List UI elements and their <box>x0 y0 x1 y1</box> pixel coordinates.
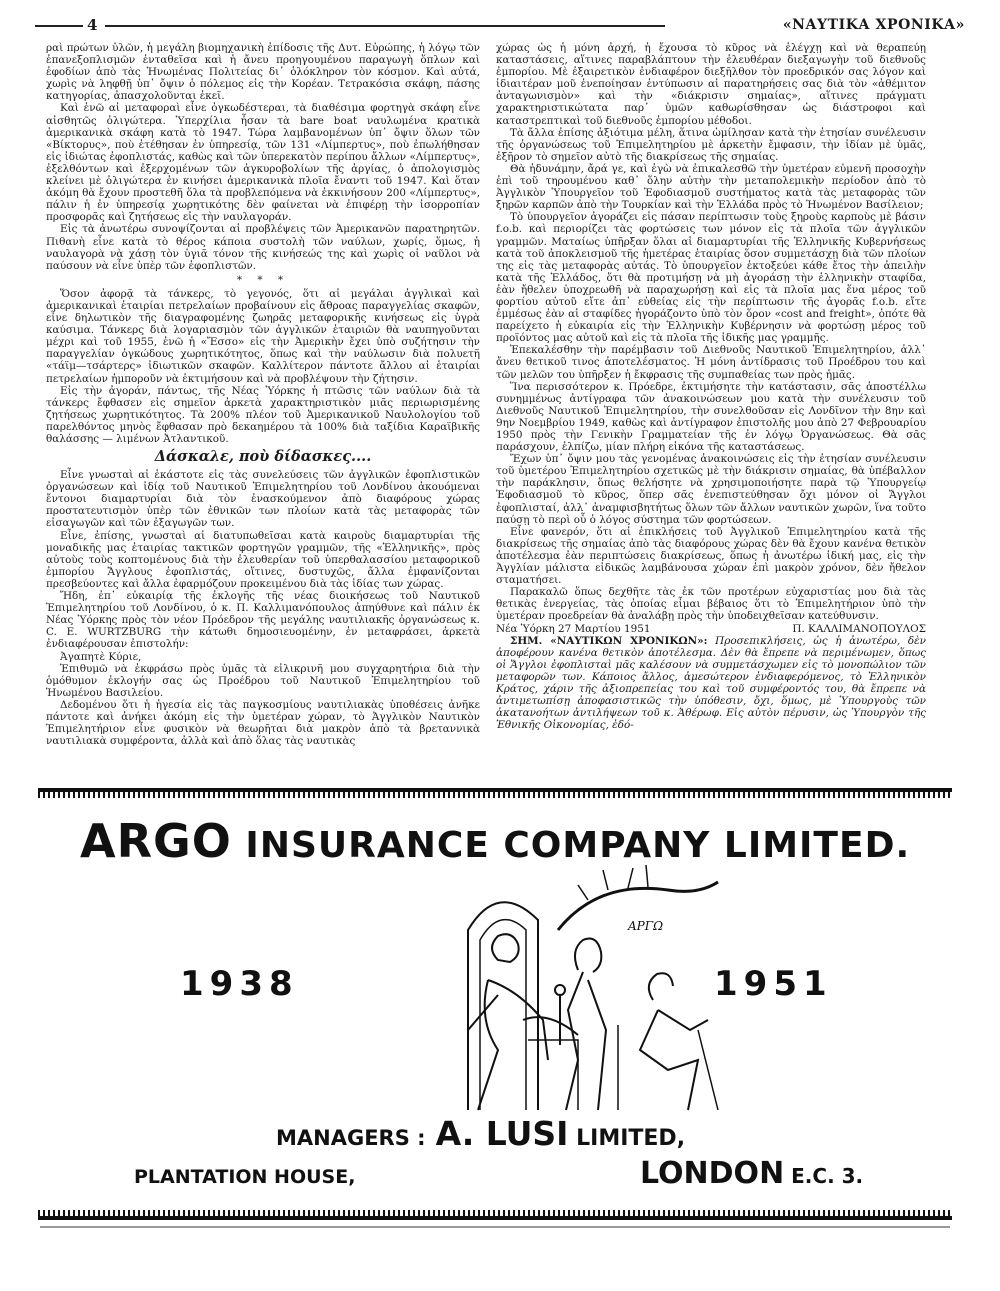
paragraph: ραὶ πρώτων ὑλῶν, ἡ μεγάλη βιομηχανικὴ ἐπίδοσις τῆς Δυτ. Εὐρώπης, ἡ λόγῳ τῶν ἐπανεξοπλισμῶν ἐνταθεῖσα καὶ ἡ ἄνευ προηγουμένου παραγωγὴ ὅπλων καὶ ἐφοδίων ἀπὸ τὰς Ἡνωμένας Πολιτείας δι᾿ ὁλόκληρον τὸν κόσμον. Καὶ αὐτά, χωρὶς νὰ ληφθῇ ὑπ᾿ ὄψιν ὁ πόλεμος εἰς τὴν Κορέαν. Τετρακόσια σκάφη, πάσης κατηγορίας, ἀπασχολοῦνται ἐκεῖ. <box>46 42 480 103</box>
signature-place-date: Νέα Ὑόρκη 27 Μαρτίου 1951 <box>496 622 651 635</box>
page-number: 4 <box>87 16 98 34</box>
illustration-caption: ΑΡΓΩ <box>628 919 664 933</box>
paragraph: Τὸ ὑπουργεῖον ἀγοράζει εἰς πάσαν περίπτωσιν τοὺς ξηροὺς καρποὺς μὲ βάσιν f.o.b. καὶ περιορίζει τὰς φορτώσεις των μόνον εἰς τὰ πλοῖα τῶν ἀγγλικῶν γραμμῶν. Ματαίως ὑπῆρξαν ὅλαι αἱ διαμαρτυρίαι τῆς Ἑλληνικῆς Κυβερνήσεως κατὰ τοῦ ἀποκλεισμοῦ τῆς ἡμετέρας ἑταιρίας ὅσον συμμετάσχῃ διὰ τῶν πλοίων της εἰς τὰς μεταφορὰς αὐτάς. Τὸ ὑπουργεῖον ἐκτοξεύει κάθε ἔτος τὴν ἀπειλὴν κατὰ τῆς Ἑλλάδος, ὅτι θὰ προτιμήσῃ νὰ μὴ ἀγοράσῃ τὴν ἑλληνικὴν σταφίδα, ἐὰν ἤθελεν ὑποχρεωθῆ νὰ παραχωρήσῃ καὶ εἰς τὰ πλοῖα μας ἕνα μέρος τοῦ φορτίου αὐτοῦ εἴτε ἀπ᾿ εὐθείας εἰς τὴν περίπτωσιν τῆς ἀγορᾶς f.o.b. εἴτε ἐμμέσως ἐὰν αἱ σταφίδες ἠγοράζοντο ὑπὸ τὸν ὅρον «cost and freight», ὁπότε θὰ παρείχετο ἡ εὐκαιρία εἰς τὴν Ἑλληνικὴν Κυβέρνησιν νὰ φορτώσῃ μέρος τοῦ προϊόντος μας αὐτοῦ καὶ εἰς τὰ πλοῖα τῆς ἰδικῆς μας γραμμῆς. <box>496 211 926 345</box>
address-city: LONDON <box>640 1156 785 1191</box>
paragraph: Ἤδη, ἐπ᾿ εὐκαιρίᾳ τῆς ἐκλογῆς τῆς νέας διοικήσεως τοῦ Ναυτικοῦ Ἐπιμελητηρίου τοῦ Λονδίνου, ὁ κ. Π. Καλλιμανόπουλος ἀπηύθυνε καὶ πάλιν ἐκ Νέας Ὑόρκης πρὸς τὸν νέον Πρόεδρον τῆς μεγάλης ναυτιλιακῆς ὀργανώσεως κ. C. E. WURTZBURG τὴν κάτωθι δημοσιευομένην, ἐν μεταφράσει, ἀρκετὰ ἐνδιαφέρουσαν ἐπιστολήν: <box>46 590 480 651</box>
page-header <box>35 16 965 36</box>
managers-line <box>276 1114 685 1153</box>
address-postcode: E.C. 3. <box>784 1164 864 1188</box>
insurance-advertisement <box>38 788 952 1220</box>
ad-title-rest: INSURANCE COMPANY LIMITED. <box>231 825 911 866</box>
editor-note <box>496 635 926 732</box>
paragraph: Τὰ ἄλλα ἐπίσης ἀξιότιμα μέλη, ἅτινα ὡμίλησαν κατὰ τὴν ἐτησίαν συνέλευσιν τῆς ὀργανώσεως τοῦ Ἐπιμελητηρίου μὲ ἀρκετὴν ἔμφασιν, τὴν ἰδίαν μὲ ὑμᾶς, ἐξῆρον τὸ σημεῖον αὐτὸ τῆς διακρίσεως τῆς σημαίας. <box>496 126 926 163</box>
address-city-line <box>640 1156 863 1191</box>
paragraph: Θὰ ἠδυνάμην, ἄρά γε, καὶ ἐγὼ νὰ ἐπικαλεσθῶ τὴν ὑμετέραν εὐμενῆ προσοχὴν ἐπὶ τοῦ τηρουμένου καθ᾿ ὅλην αὐτὴν τὴν μεταπολεμικὴν περίοδον ἀπὸ τὸ Ἀγγλικὸν Ὑπουργεῖον τοῦ Ἐφοδιασμοῦ συστήματος κατὰ τὰς μεταφορὰς τῶν ξηρῶν καρπῶν ἀπὸ τὴν Τουρκίαν καὶ τὴν Ἑλλάδα πρὸς τὸ Ἡνωμένον Βασίλειον; <box>496 162 926 212</box>
paragraph: Εἶνε, ἐπίσης, γνωσταὶ αἱ διατυπωθεῖσαι κατὰ καιροὺς διαμαρτυρίαι τῆς μοναδικῆς μας ἑταιρίας τακτικῶν φορτηγῶν γραμμῶν, τῆς «Ἑλληνικῆς», πρὸς αὐτοὺς τοὺς κοπτομένους διὰ τὴν ἐλευθερίαν τοῦ ὑπερθαλασσίου μεταφορικοῦ ἐμπορίου Ἄγγλους ἐφοπλιστάς, οἵτινες, δυστυχῶς, ἄλλα ἐμφανίζονται πρεσβεύοντες καὶ ἄλλα ἐφαρμόζουν προκειμένου διὰ τὰς ἰδίας των χώρας. <box>46 529 480 590</box>
paragraph: Δεδομένου ὅτι ἡ ἡγεσία εἰς τὰς παγκοσμίους ναυτιλιακὰς ὑποθέσεις ἀνῆκε πάντοτε καὶ ἀνήκει ἀκόμη εἰς τὴν ὑμετέραν χώραν, τὸ Ἀγγλικὸν Ναυτικὸν Ἐπιμελητήριον εἶνε φυσικὸν νὰ θεωρῆται διὰ μακρὸν ἀπὸ τὰ βρεταννικὰ ναυτιλιακὰ συμφέροντα, ἀλλὰ καὶ ἀπὸ ὅλας τὰς ναυτικὰς <box>46 698 480 748</box>
signature-name: Π. ΚΑΛΛΙΜΑΝΟΠΟΥΛΟΣ <box>792 622 926 635</box>
paragraph: Ἐπεκαλέσθην τὴν παρέμβασιν τοῦ Διεθνοῦς Ναυτικοῦ Ἐπιμελητηρίου, ἀλλ᾿ ἄνευ θετικοῦ τινος ἀποτελέσματος. Ἡ μόνη ἀντίδρασις τοῦ Προέδρου του καὶ τῶν μελῶν του ὑπῆρξεν ἡ ἔκφρασις τῆς συμπαθείας των πρὸς ἡμᾶς. <box>496 344 926 381</box>
section-separator: * * * <box>236 273 290 286</box>
managers-name: A. LUSI <box>435 1114 569 1153</box>
left-column <box>46 42 480 782</box>
right-column <box>496 42 926 782</box>
managers-suffix: LIMITED, <box>568 1126 686 1151</box>
paragraph: χώρας ὡς ἡ μόνη ἀρχή, ἡ ἔχουσα τὸ κῦρος νὰ ἐλέγχῃ καὶ νὰ θεραπεύῃ καταστάσεις, αἵτινες παραβλάπτουν τὴν ἐλευθέραν διεξαγωγὴν τοῦ διεθνοῦς ἐμπορίου. Μὲ ἐξαιρετικὸν ἐνδιαφέρον διεξῆλθον τὸν προεδρικόν σας λόγον καὶ ἰδιαιτέραν μοῦ ἐνεποίησαν ἐντύπωσιν αἱ παρατηρήσεις σας διὰ τὸν «ἀθέμιτον ἀνταγωνισμὸν» καὶ τὴν «διάκρισιν σημαίας», αἵτινες πράγματι χαρακτηριστικώτατα παρ᾿ ὑμῶν καθωρίσθησαν ὡς διάστροφοι καὶ καταστρεπτικαὶ τοῦ διεθνοῦς ἐμπορίου μέθοδοι. <box>496 42 926 127</box>
advertisement-body <box>48 804 942 1204</box>
paragraph: Ἔχων ὑπ᾿ ὄψιν μου τὰς γενομένας ἀνακοινώσεις εἰς τὴν ἐτησίαν συνέλευσιν τοῦ ὑμετέρου Ἐπιμελητηρίου σχετικῶς μὲ τὴν διάκρισιν σημαίας, θὰ ὑπέβαλλον τὴν παράκλησιν, ὅπως θελήσητε νὰ χρησιμοποιήσητε παρὰ τῷ Ὑπουργείῳ Ἐφοδιασμοῦ τὸ κῦρος, ὅπερ σᾶς ἐνεπιστεύθησαν ὄχι μόνον οἱ Ἄγγλοι ἐφοπλισταί, ἀλλ᾿ ἀναμφισβητήτως ὅλων τῶν ἄλλων ναυτικῶν χωρῶν, ἵνα τοῦτο παύσῃ τὸ περὶ οὗ ὁ λόγος σύστημα τῶν φορτώσεων. <box>496 453 926 526</box>
classical-figures-illustration <box>428 860 728 1115</box>
section-heading: Δάσκαλε, ποὺ δίδασκες.... <box>154 448 372 466</box>
bottom-rule <box>40 1226 950 1228</box>
paragraph: Καὶ ἐνῶ αἱ μεταφοραὶ εἶνε ὀγκωδέστεραι, τὰ διαθέσιμα φορτηγὰ σκάφη εἶνε αἰσθητῶς ὀλιγώτερα. Ὑπερχίλια ἦσαν τὰ bare boat ναυλωμένα κρατικὰ ἀμερικανικὰ σκάφη κατὰ τὸ 1947. Τώρα λαμβανομένων ὑπ᾿ ὄψιν ὅλων τῶν «Βίκτορυς», ποὺ ἐτέθησαν ἐν ὑπηρεσίᾳ, τῶν 131 «Λίμπερτυς», ποὺ ἐπωλήθησαν εἰς ἰδιώτας ἐφοπλιστάς, καθὼς καὶ τῶν ὑπερεκατὸν περίπου ἄλλων «Λίμπερτυς», ἐξελθόντων καὶ ἐξερχομένων τῶν ἀγκυροβολίων τῆς ἀργίας, ὁ ἀπολογισμὸς κλείνει μὲ ὀλιγώτερα ἐν κινήσει ἀμερικανικὰ πλοῖα ἔναντι τοῦ 1947. Καὶ ὅταν ἀκόμη θὰ ἔχουν προστεθῆ ὅλα τὰ προβλεπόμενα νὰ ἐκκινήσουν 200 «Λίμπερτυς», πάλιν ἡ ἐν ὑπηρεσίᾳ χωρητικότης δὲν φαίνεται νὰ ἐπιφέρῃ τὴν ἰσορροπίαν προσφορᾶς καὶ ζητήσεως εἰς τὴν ναυλαγοράν. <box>46 102 480 224</box>
letter-signature <box>496 623 926 635</box>
letter-salutation: Ἀγαπητὲ Κύριε, <box>60 650 142 663</box>
paragraph: Ὅσον ἀφορᾷ τὰ τάνκερς, τὸ γεγονός, ὅτι αἱ μεγάλαι ἀγγλικαὶ καὶ ἀμερικανικαὶ ἑταιρίαι πετρελαίων προβαίνουν εἰς ἄθροας παραγγελίας σκαφῶν, εἶνε δηλωτικὸν τῆς διαγραφομένης ζωηρᾶς μεταφορικῆς κινήσεως εἰς ὑγρὰ καύσιμα. Τάνκερς διὰ λογαριασμὸν τῶν ἀγγλικῶν ἑταιριῶν θὰ ναυπηγοῦνται μέχρι καὶ τοῦ 1955, ἐνῶ ἡ «Ἔσσο» εἰς τὴν Ἀμερικὴν ἔχει ὑπὸ συζήτησιν τὴν παραγγελίαν ὀγκώδους χωρητικότητος, ὅπως καὶ τὴν ναύλωσιν διὰ πολυετῆ «τάϊμ—τσάρτερς» ἰδιωτικῶν σκαφῶν. Καλλίτερον πάντοτε ἄλλου αἱ ἑταιρίαι πετρελαίων ἠμποροῦν νὰ ἐκτιμήσουν καὶ νὰ προβλέψουν τὴν ζήτησιν. <box>46 287 480 385</box>
year-founded: 1938 <box>180 964 299 1004</box>
year-current: 1951 <box>714 964 833 1004</box>
address-building: PLANTATION HOUSE, <box>134 1166 356 1188</box>
managers-label: MANAGERS : <box>276 1126 426 1150</box>
paragraph: Εἰς τὴν ἀγοράν, πάντως, τῆς Νέας Ὑόρκης ἡ πτῶσις τῶν ναύλων διὰ τὰ τάνκερς ἔφθασεν εἰς σημεῖον ἀρκετὰ χαρακτηριστικὸν μιᾶς περιωρισμένης ζητήσεως χωρητικότητος. Τὰ 200% πλέον τοῦ Ἀμερικανικοῦ Ναυλολογίου τοῦ παρελθόντος μηνὸς ἔφθασαν πρὸ δεκαημέρου τὰ 100% διὰ ταξίδια Καραϊβικῆς θαλάσσης — λιμένων Ἀτλαντικοῦ. <box>46 384 480 445</box>
publication-title: «ΝΑΥΤΙΚΑ ΧΡΟΝΙΚΑ» <box>782 17 965 33</box>
paragraph: Εἶνε φανερόν, ὅτι αἱ ἐπικλήσεις τοῦ Ἀγγλικοῦ Ἐπιμελητηρίου κατὰ τῆς διακρίσεως τῆς σημαίας ἀπὸ τὰς διαφόρους χώρας δὲν θὰ ἔχουν κανένα θετικὸν ἀποτέλεσμα ἐὰν περιπτώσεις διακρίσεως, ὅπως ἡ ἀνωτέρω ἰδική μας, εἰς τὴν Ἀγγλίαν μάλιστα εἰδικῶς λαμβάνουσα χώραν ἐπὶ μακρὸν χρόνον, δὲν ἤθελον σταματήσει. <box>496 525 926 587</box>
paragraph: Παρακαλῶ ὅπως δεχθῆτε τὰς ἐκ τῶν προτέρων εὐχαριστίας μου διὰ τὰς θετικὰς ἐνεργείας, τὰς ὁποίας εἶμαι βέβαιος ὅτι τὸ Ἐπιμελητήριον ὑπὸ τὴν ὑμετέραν προεδρείαν θὰ ἀναλάβῃ πρὸς τὴν ὑποδειχθεῖσαν κατεύθυνσιν. <box>496 586 926 623</box>
header-rule-left <box>35 25 83 27</box>
paragraph: Εἰς τὰ ἀνωτέρω συνοψίζονται αἱ προβλέψεις τῶν Ἀμερικανῶν παρατηρητῶν. Πιθανὴ εἶνε κατὰ τὸ θέρος κάποια συστολὴ τῶν ναύλων, χωρίς, ὅμως, ἡ ναυλαγορὰ νὰ χάσῃ τὸν ὑγιᾶ τόνον τῆς κινήσεώς της καὶ χωρὶς οἱ ναῦλοι νὰ παύσουν νὰ εἶνε ὑπὲρ τῶν ἐφοπλιστῶν. <box>46 223 480 272</box>
paragraph: Εἶνε γνωσταὶ αἱ ἑκάστοτε εἰς τὰς συνελεύσεις τῶν ἀγγλικῶν ἐφοπλιστικῶν ὀργανώσεων καὶ ἰδίᾳ τοῦ Ναυτικοῦ Ἐπιμελητηρίου τοῦ Λονδίνου ἀκουόμεναι ἔντονοι διαμαρτυρίαι διὰ τὸν ἐνασκούμενον ἀπὸ διαφόρους χώρας προστατευτισμὸν ὑπὲρ τῶν ἐθνικῶν των πλοίων κατὰ τὰς μεταφορὰς τῶν εἰσαγωγῶν καὶ τῶν ἐξαγωγῶν των. <box>46 469 480 530</box>
paragraph: Ἐπιθυμῶ νὰ ἐκφράσω πρὸς ὑμᾶς τὰ εἰλικρινῆ μου συγχαρητήρια διὰ τὴν ὁμόθυμον ἐκλογήν σας ὡς Προέδρου τοῦ Ναυτικοῦ Ἐπιμελητηρίου τοῦ Ἡνωμένου Βασιλείου. <box>46 662 480 699</box>
paragraph: Ἵνα περισσότερον κ. Πρόεδρε, ἐκτιμήσητε τὴν κατάστασιν, σᾶς ἀποστέλλω συνημμένως ἀντίγραφα τῶν ἀνακοινώσεων μου κατὰ τὴν συνέλευσιν τοῦ Διεθνοῦς Ναυτικοῦ Ἐπιμελητηρίου, τὴν συνελθοῦσαν εἰς Λονδῖνον τὴν 8ην καὶ 9ην Νοεμβρίου 1949, καθὼς καὶ ἀντίγραφον ἐπιστολῆς μου ἀπὸ 27 Φεβρουαρίου 1950 πρὸς τὴν Γενικὴν Γραμματείαν τῆς ἐν λόγῳ Ὀργανώσεως. Θὰ σᾶς παράσχουν, ἐλπίζω, μίαν πλήρη εἰκόνα τῆς καταστάσεως. <box>496 380 926 454</box>
ad-title-lead: ARGO <box>80 814 232 868</box>
editor-note-text: Προσεπικλήσεις, ὡς ἡ ἀνωτέρω, δὲν ἀποφέρουν κανένα θετικὸν ἀποτέλεσμα. Δὲν θὰ ἔπρεπε νὰ περιμένωμεν, ὅπως οἱ Ἄγγλοι ἐφοπλισταὶ μᾶς καλέσουν νὰ συμμετάσχωμεν εἰς τὸ μονοπώλιον τῶν μεταφορῶν των. Κάποιος ἄλλος, ἀμεσώτερον ἐνδιαφερόμενος, τὸ Ἑλληνικὸν Κράτος, χάριν τῆς ἀξιοπρεπείας του καὶ τοῦ συμφέροντός του, θὰ ἔπρεπε νὰ ἀντιμετωπίσῃ ἀποφασιστικῶς τὴν ὑπόθεσιν, ὄχι, ὅμως, μὲ Ὑπουργοὺς τῶν ἀκατανοήτων ἀντιλήψεων τοῦ κ. Ἀθέρωφ. Εἰς αὐτὸν πέρυσιν, ὡς Ὑπουργὸν τῆς Ἐθνικῆς Οἰκονομίας, ἐδό- <box>496 634 926 732</box>
header-rule <box>105 25 665 27</box>
editor-note-label: ΣΗΜ. «ΝΑΥΤΙΚΩΝ ΧΡΟΝΙΚΩΝ»: <box>510 634 708 647</box>
